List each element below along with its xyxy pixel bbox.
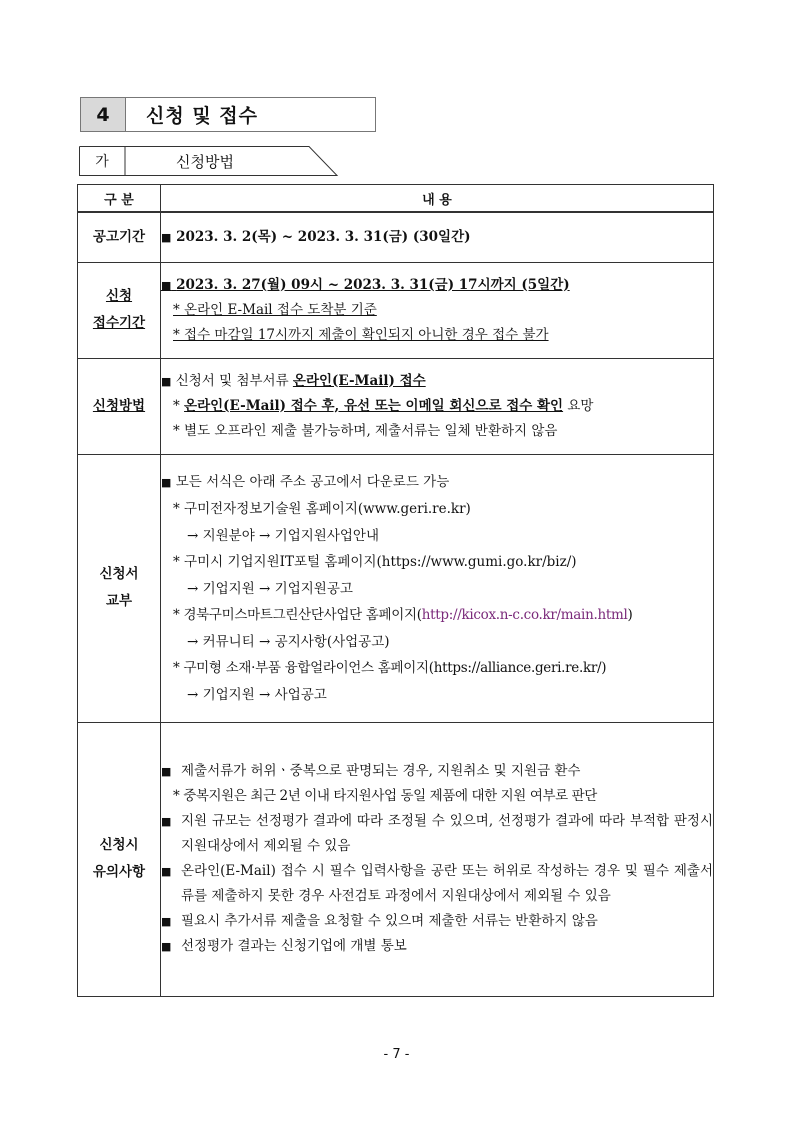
distribution-label — [78, 454, 161, 722]
receipt-content — [161, 262, 714, 358]
method-note1-emph: 온라인(E-Mail) 접수 후, 유선 또는 이메일 회신으로 접수 확인 — [184, 397, 564, 414]
receipt-label — [78, 262, 161, 358]
precautions-item3: 온라인(E-Mail) 접수 시 필수 입력사항을 공란 또는 허위로 작성하는 경우 및 필수 제출서류를 제출하지 못한 경우 사전검토 과정에서 지원대상에서 제외될 수 있음 — [181, 863, 713, 904]
receipt-label-line1: 신청 — [105, 288, 133, 304]
section-number: 4 — [81, 98, 126, 131]
table-row-announce — [78, 212, 714, 262]
list-item — [161, 759, 713, 784]
precautions-item5: 선정평가 결과는 신청기업에 개별 통보 — [181, 938, 407, 954]
method-content — [161, 358, 714, 454]
precautions-label-line2: 유의사항 — [92, 864, 146, 880]
section-title: 신청 및 접수 — [146, 105, 258, 127]
section-header — [80, 97, 376, 132]
precautions-item4: 필요시 추가서류 제출을 요청할 수 있으며 제출한 서류는 반환하지 않음 — [181, 913, 598, 929]
method-main-prefix: 신청서 및 첨부서류 — [175, 372, 293, 389]
header-content: 내 용 — [161, 185, 714, 213]
method-note2: * 별도 오프라인 제출 불가능하며, 제출서류는 일체 반환하지 않음 — [173, 422, 558, 439]
distribution-site2: * 구미시 기업지원IT포털 홈페이지(https://www.gumi.go.kr/biz/) — [173, 553, 577, 570]
method-main-emph: 온라인(E-Mail) 접수 — [292, 372, 426, 389]
receipt-note1: * 온라인 E-Mail 접수 도착분 기준 — [173, 301, 377, 318]
list-item — [161, 909, 713, 934]
announce-label: 공고기간 — [78, 212, 161, 262]
page-number: - 7 - — [383, 1047, 410, 1062]
receipt-main: 2023. 3. 27(월) 09시 ~ 2023. 3. 31(금) 17시까지 (5일간) — [176, 276, 570, 293]
distribution-site3-path: → 커뮤니티 → 공지사항(사업공고) — [187, 633, 390, 650]
precautions-item1: 제출서류가 허위ㆍ중복으로 판명되는 경우, 지원취소 및 지원금 환수 — [181, 763, 581, 779]
receipt-label-line2: 접수기간 — [92, 315, 146, 331]
distribution-site1: * 구미전자정보기술원 홈페이지(www.geri.re.kr) — [173, 500, 471, 517]
header-category: 구 분 — [78, 185, 161, 213]
distribution-site4: * 구미형 소재·부품 융합얼라이언스 홈페이지(https://alliance.geri.re.kr/) — [173, 659, 607, 676]
bullet-icon: ■ — [161, 815, 172, 828]
table-header-row — [78, 185, 714, 213]
list-item — [161, 934, 713, 959]
table-row-distribution — [78, 454, 714, 722]
distribution-site4-path: → 기업지원 → 사업공고 — [187, 686, 327, 703]
list-item — [161, 809, 713, 859]
precautions-content — [161, 722, 714, 996]
distribution-label-line2: 교부 — [105, 593, 133, 609]
distribution-site3-prefix: * 경북구미스마트그린산단사업단 홈페이지( — [173, 606, 422, 623]
bullet-icon: ■ — [161, 475, 172, 489]
method-note1-prefix: * — [173, 397, 185, 414]
table-row-precautions — [78, 722, 714, 996]
subsection-label: 가 — [95, 154, 109, 170]
bullet-icon: ■ — [161, 940, 172, 953]
bullet-icon: ■ — [161, 374, 172, 388]
precautions-label-line1: 신청시 — [99, 837, 139, 853]
bullet-icon: ■ — [161, 765, 172, 778]
subsection-header — [79, 146, 339, 176]
bullet-icon: ■ — [161, 865, 172, 878]
method-label-text: 신청방법 — [92, 397, 146, 414]
distribution-content — [161, 454, 714, 722]
list-item — [161, 859, 713, 909]
precautions-item1-note: * 중복지원은 최근 2년 이내 타지원사업 동일 제품에 대한 지원 여부로 판단 — [173, 788, 597, 804]
distribution-main: 모든 서식은 아래 주소 공고에서 다운로드 가능 — [175, 473, 450, 490]
table-row-receipt — [78, 262, 714, 358]
distribution-label-line1: 신청서 — [99, 566, 139, 582]
method-label — [78, 358, 161, 454]
announce-text: 2023. 3. 2(목) ~ 2023. 3. 31(금) (30일간) — [176, 228, 471, 245]
distribution-site3-suffix: ) — [627, 606, 633, 623]
announce-content — [161, 212, 714, 262]
application-table — [77, 184, 714, 997]
bullet-icon: ■ — [161, 230, 172, 244]
receipt-note2: * 접수 마감일 17시까지 제출이 확인되지 아니한 경우 접수 불가 — [173, 326, 549, 343]
subsection-title: 신청방법 — [176, 152, 234, 171]
distribution-site1-path: → 지원분야 → 기업지원사업안내 — [187, 527, 379, 544]
bullet-icon: ■ — [161, 915, 172, 928]
distribution-site3-link[interactable]: http://kicox.n-c.co.kr/main.html — [421, 606, 628, 623]
bullet-icon: ■ — [161, 278, 172, 292]
distribution-site2-path: → 기업지원 → 기업지원공고 — [187, 580, 353, 597]
precautions-label — [78, 722, 161, 996]
table-row-method — [78, 358, 714, 454]
method-note1-suffix: 요망 — [563, 397, 594, 414]
precautions-item2: 지원 규모는 선정평가 결과에 따라 조정될 수 있으며, 선정평가 결과에 따라 부적합 판정시 지원대상에서 제외될 수 있음 — [181, 813, 713, 854]
